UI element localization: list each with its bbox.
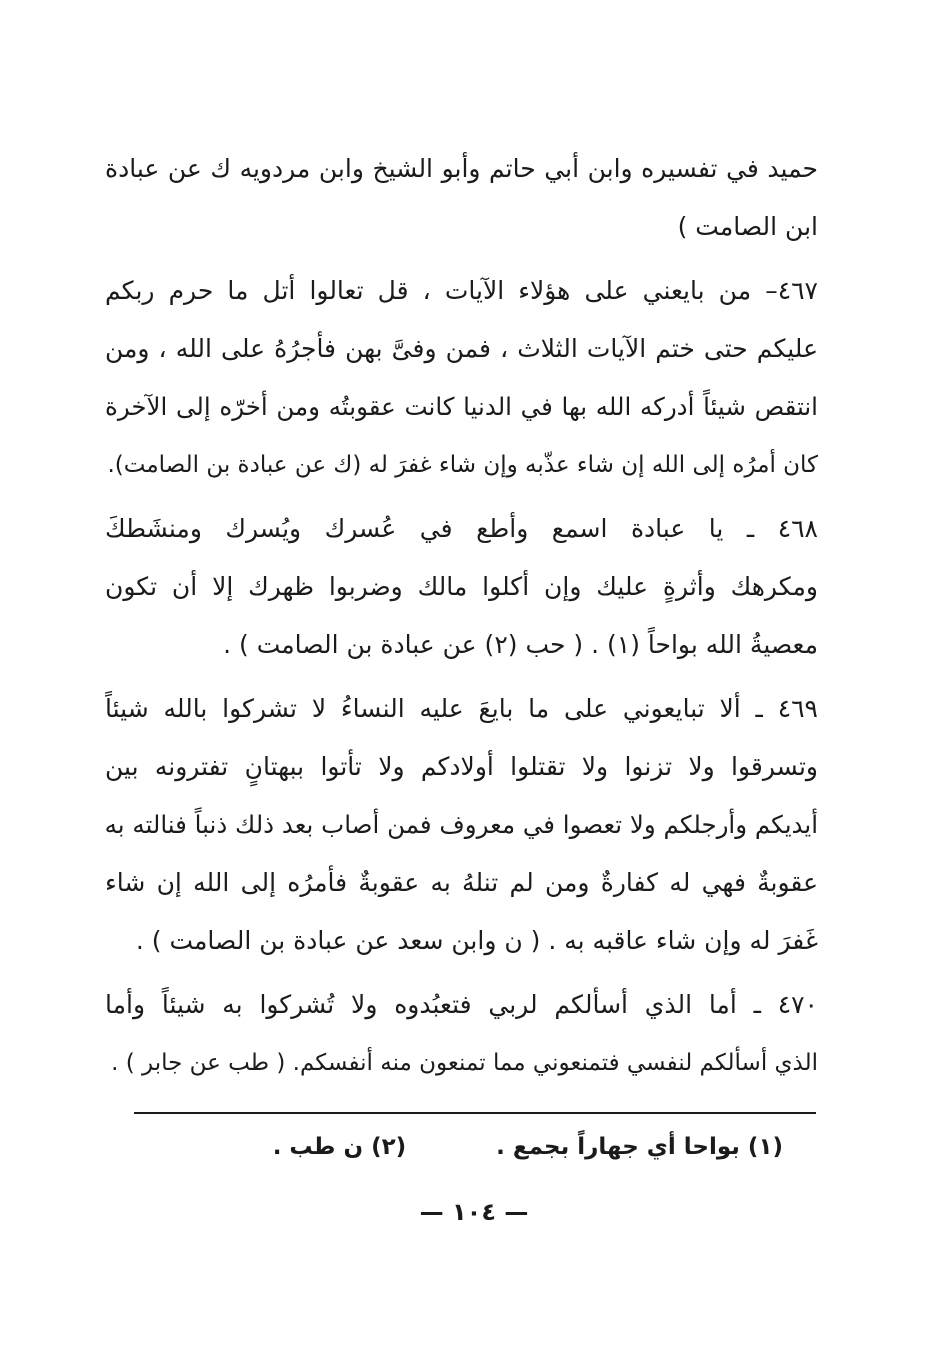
page-number: — ١٠٤ — <box>419 1198 529 1226</box>
paragraph-continuation <box>105 140 818 256</box>
text-line: أيديكم وأرجلكم ولا تعصوا في معروف فمن أصاب بعد ذلك ذنباً فنالته به <box>105 810 818 839</box>
text-line: ٤٧٠ ـ أما الذي أسألكم لربي فتعبُدوه ولا تُشركوا به شيئاً وأما <box>105 990 818 1019</box>
text-line: ابن الصامت ) <box>677 212 818 241</box>
footnote-1: (١) بواحا أي جهاراً بجمع . <box>496 1134 783 1160</box>
footnotes <box>163 1122 783 1172</box>
text-line: ومكرهك وأثرةٍ عليك وإن أكلوا مالك وضربوا ظهرك إلا أن تكون <box>105 572 818 601</box>
text-line: عليكم حتى ختم الآيات الثلاث ، فمن وفىَّ بهن فأجرُهُ على الله ، ومن <box>105 334 818 363</box>
paragraph-hadith-467 <box>105 262 818 494</box>
text-line: حميد في تفسيره وابن أبي حاتم وأبو الشيخ وابن مردويه ك عن عبادة <box>105 154 818 183</box>
text-line: ٤٦٩ ـ ألا تبايعوني على ما بايعَ عليه النساءُ لا تشركوا بالله شيئاً <box>105 694 818 723</box>
paragraph-hadith-469 <box>105 680 818 970</box>
text-line: كان أمرُه إلى الله إن شاء عذّبه وإن شاء غفرَ له (ك عن عبادة بن الصامت). <box>107 452 818 478</box>
text-line: ٤٦٧– من بايعني على هؤلاء الآيات ، قل تعالوا أتل ما حرم ربكم <box>105 276 818 305</box>
paragraph-hadith-470 <box>105 976 818 1092</box>
text-line: ٤٦٨ ـ يا عبادة اسمع وأطع في عُسرك ويُسرك ومنشَطكَ <box>105 514 818 543</box>
text-line: الذي أسألكم لنفسي فتمنعوني مما تمنعون منه أنفسكم. ( طب عن جابر ) . <box>111 1050 818 1076</box>
text-line: وتسرقوا ولا تزنوا ولا تقتلوا أولادكم ولا تأتوا ببهتانٍ تفترونه بين <box>105 752 818 781</box>
footnote-divider <box>134 1112 816 1114</box>
main-text <box>105 140 818 1092</box>
text-line: عقوبةٌ فهي له كفارةٌ ومن لم تنلهُ به عقوبةٌ فأمرُه إلى الله إن شاء <box>105 868 818 897</box>
text-line: انتقص شيئاً أدركه الله بها في الدنيا كانت عقوبتُه ومن أخرّه إلى الآخرة <box>105 392 818 421</box>
footnote-2: (٢) ن طب . <box>272 1134 407 1160</box>
text-line: معصيةُ الله بواحاً (١) . ( حب (٢) عن عبادة بن الصامت ) . <box>223 630 818 659</box>
paragraph-hadith-468 <box>105 500 818 674</box>
text-line: غَفرَ له وإن شاء عاقبه به . ( ن وابن سعد عن عبادة بن الصامت ) . <box>135 926 818 955</box>
